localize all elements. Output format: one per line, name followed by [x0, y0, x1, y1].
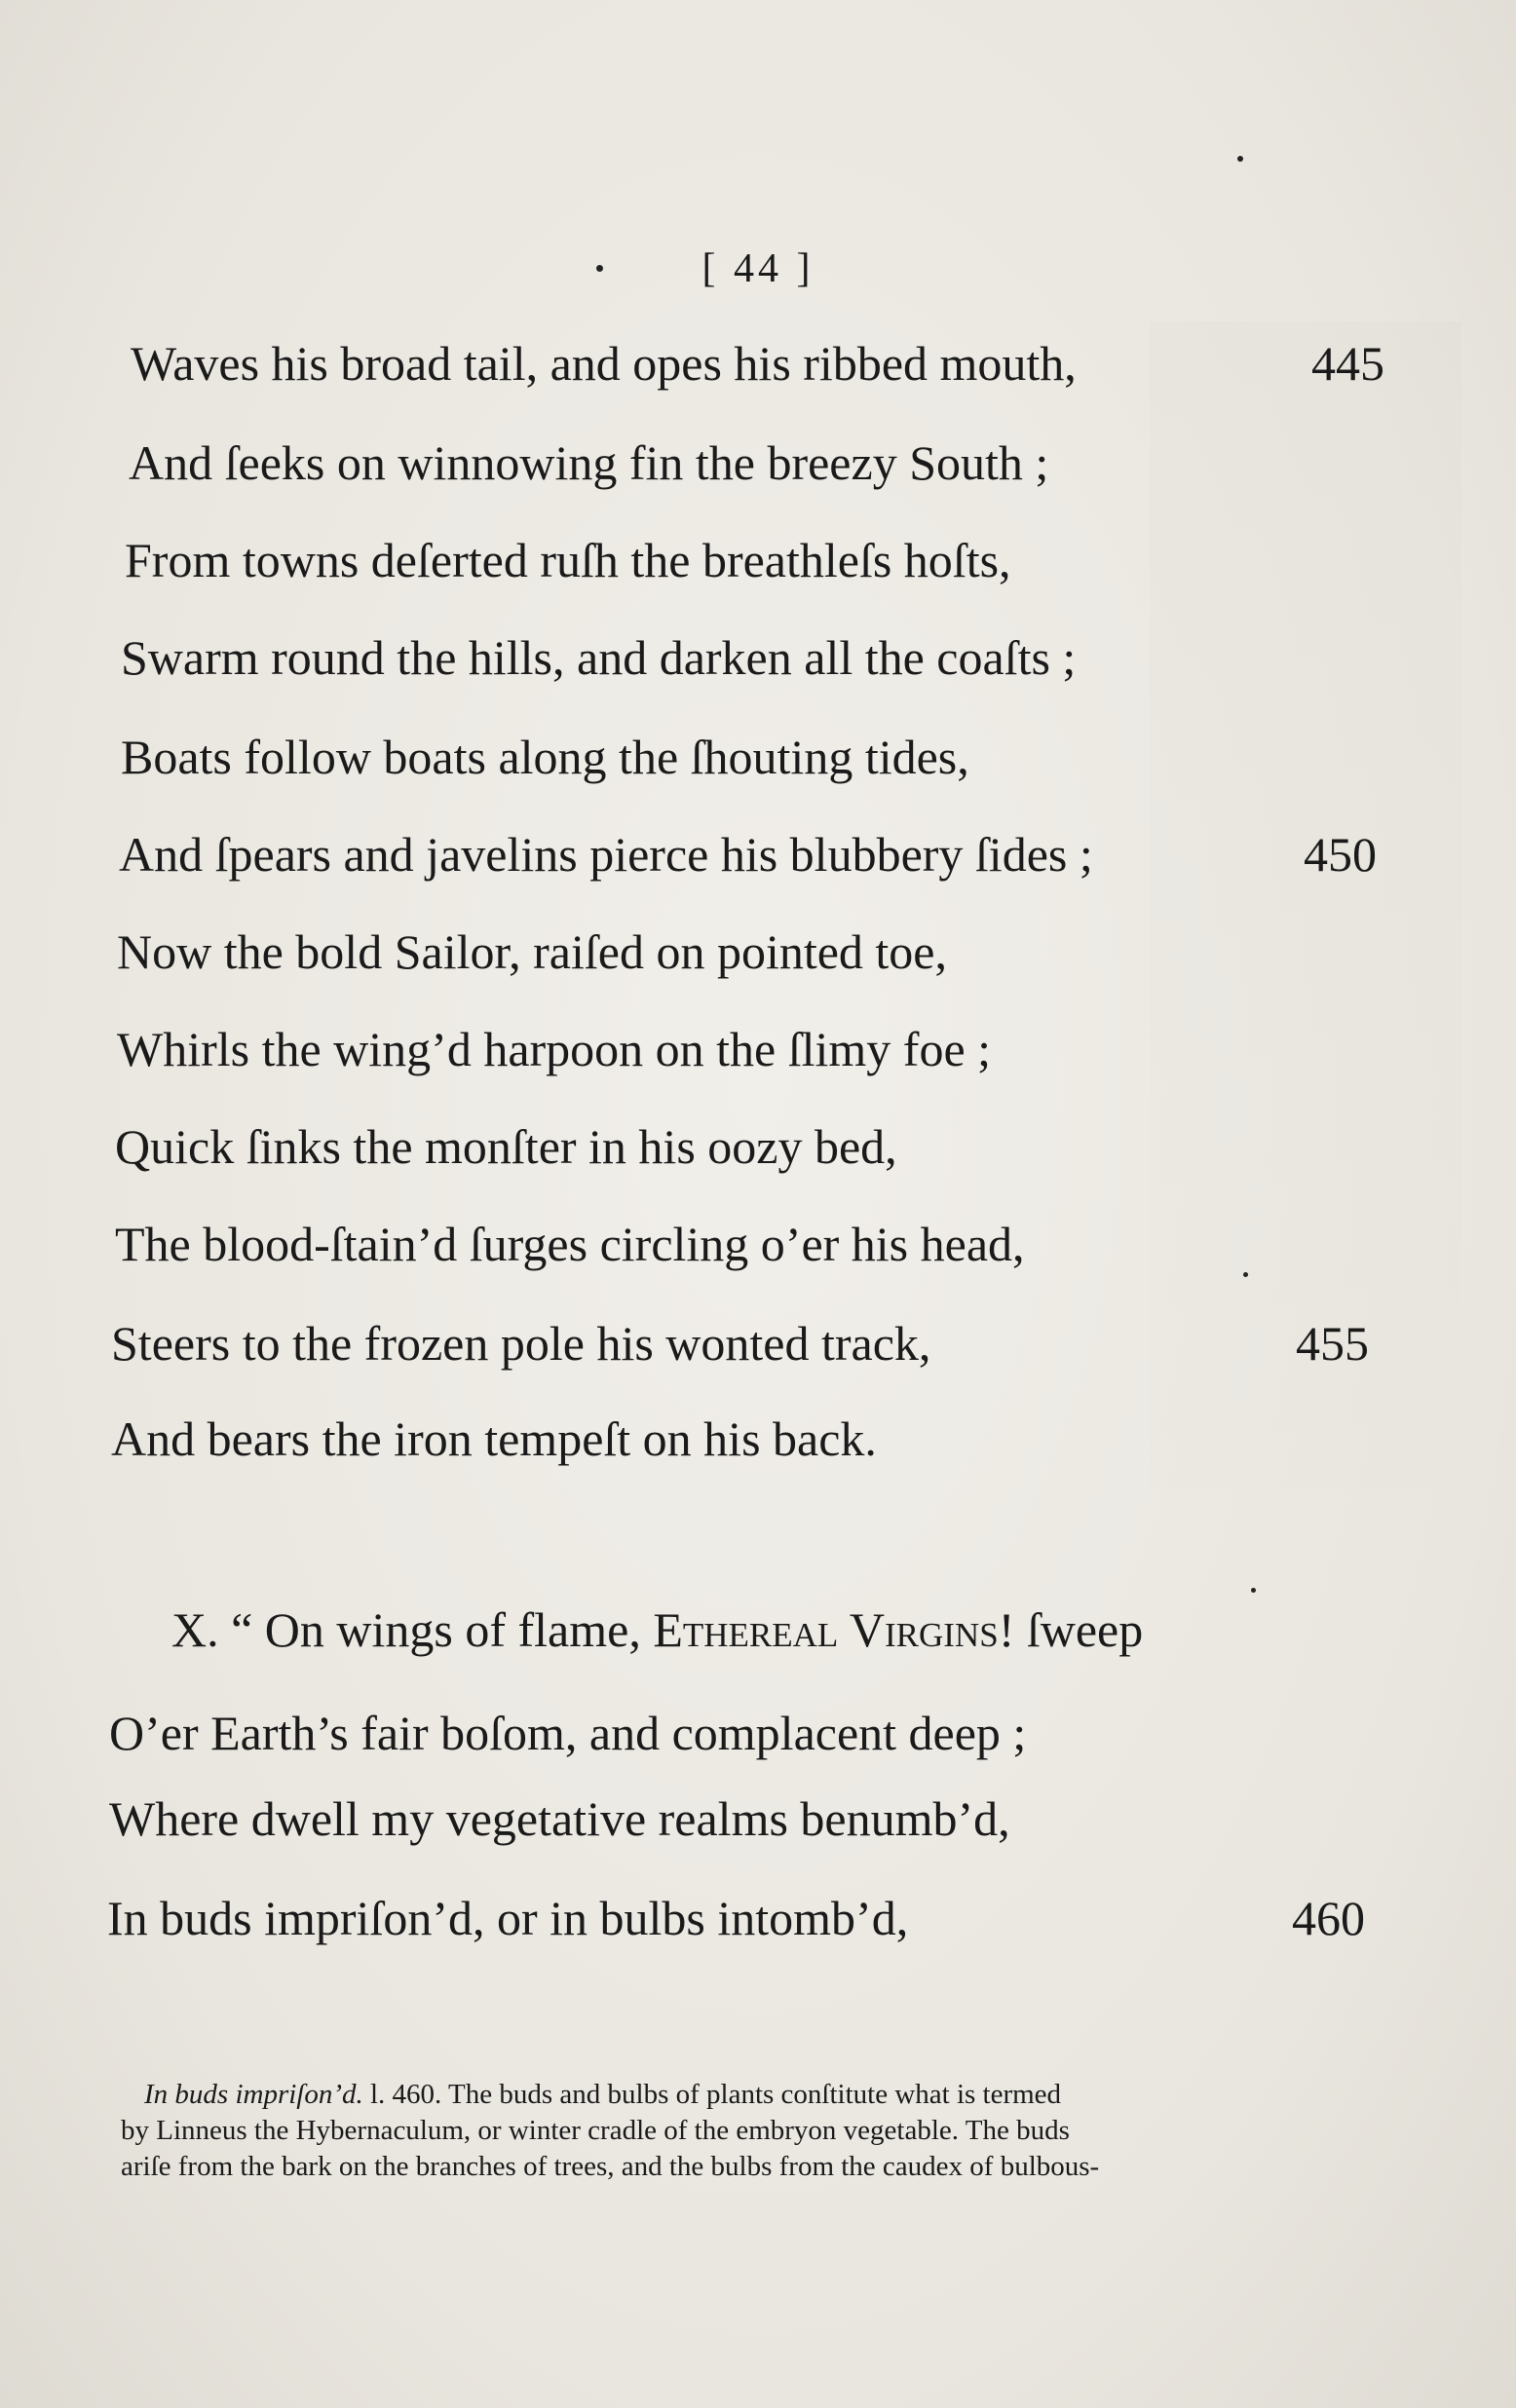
line-number: 460 [1292, 1891, 1365, 1945]
line-number: 445 [1311, 336, 1384, 391]
footnote-text: l. 460. The buds and bulbs of plants conſtitute what is termed [362, 2079, 1062, 2110]
footnote-reference: In buds impriſon’d. [144, 2079, 363, 2110]
verse-text: Boats follow boats along the ſhouting tides, [121, 730, 969, 784]
verse-text-smallcaps: Ethereal Virgins [653, 1602, 999, 1657]
verse-text [171, 1601, 1143, 1658]
verse-text: Whirls the wing’d harpoon on the ſlimy foe ; [117, 1022, 992, 1076]
verse-text: Swarm round the hills, and darken all the coaſts ; [121, 630, 1077, 685]
verse-text: O’er Earth’s fair boſom, and complacent deep ; [109, 1706, 1027, 1760]
verse-text: And ſpears and javelins pierce his blubbery ſides ; [119, 827, 1093, 882]
ink-speck [1243, 1272, 1248, 1277]
verse-text: In buds impriſon’d, or in bulbs intomb’d, [107, 1891, 909, 1945]
line-number: 455 [1296, 1316, 1369, 1371]
line-number: 450 [1304, 827, 1377, 882]
verse-text-prefix: X. “ On wings of flame, [171, 1602, 654, 1657]
verse-text: And bears the iron tempeſt on his back. [111, 1411, 877, 1466]
ink-speck [1237, 156, 1243, 162]
footnote [121, 2077, 1387, 2185]
verse-text: Quick ſinks the monſter in his oozy bed, [115, 1119, 897, 1174]
verse-text-suffix: ! ſweep [998, 1602, 1144, 1657]
verse-text: Now the bold Sailor, raiſed on pointed toe, [117, 924, 948, 979]
verse-text: Waves his broad tail, and opes his ribbed mouth, [131, 336, 1077, 391]
footnote-line [121, 2077, 1387, 2113]
verse-text: Where dwell my vegetative realms benumb’d, [109, 1791, 1010, 1846]
page-number-header: [ 44 ] [701, 246, 815, 291]
verse-text: The blood-ſtain’d ſurges circling o’er his head, [115, 1217, 1025, 1271]
verse-text: From towns deſerted ruſh the breathleſs hoſts, [125, 533, 1011, 587]
verse-text: Steers to the frozen pole his wonted track, [111, 1316, 931, 1371]
ink-speck [1251, 1588, 1256, 1593]
footnote-line: by Linneus the Hybernaculum, or winter cradle of the embryon vegetable. The buds [121, 2115, 1070, 2146]
footnote-line: ariſe from the bark on the branches of trees, and the bulbs from the caudex of bulbous- [121, 2151, 1100, 2182]
verse-text: And ſeeks on winnowing fin the breezy South ; [129, 435, 1049, 490]
